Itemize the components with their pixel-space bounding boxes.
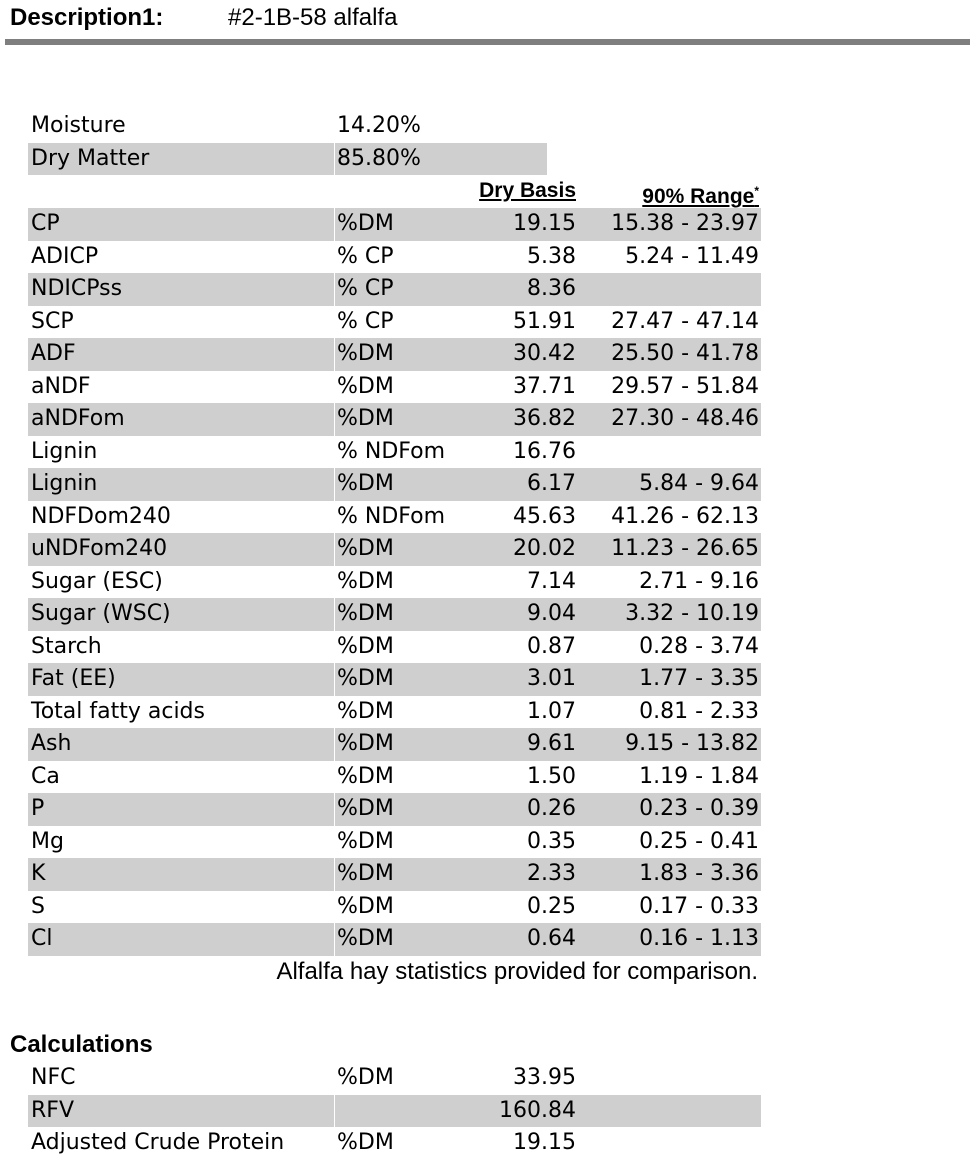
row-value: 7.14 [527,568,576,594]
row-range: 5.84 - 9.64 [639,471,759,496]
cell-divider [334,793,335,826]
row-unit: %DM [337,341,394,366]
table-row [28,1095,761,1128]
row-unit: % CP [337,276,394,301]
row-range: 5.24 - 11.49 [625,243,759,269]
row-range: 27.47 - 47.14 [611,308,759,334]
row-range: 25.50 - 41.78 [611,341,759,366]
row-name: S [31,893,45,919]
row-name: Cl [31,926,53,951]
row-name: uNDFom240 [31,536,168,561]
table-row [28,598,761,631]
row-range: 29.57 - 51.84 [611,373,759,399]
row-range: 15.38 - 23.97 [611,211,759,236]
row-name: NDFDom240 [31,503,171,529]
table-row [28,403,761,436]
cell-divider [334,143,335,176]
cell-divider [334,468,335,501]
row-range: 11.23 - 26.65 [611,536,759,561]
row-value: 9.61 [527,731,576,756]
row-value: 9.04 [527,601,576,626]
row-unit: %DM [337,893,394,919]
cell-divider [334,273,335,306]
table-row [28,793,761,826]
table-row [28,1062,761,1095]
row-name: ADF [31,341,76,366]
table-row [28,761,761,794]
row-name: Moisture [31,113,126,138]
row-name: K [31,861,46,886]
row-unit: %DM [337,763,394,789]
row-name: Sugar (ESC) [31,568,163,594]
row-value: 0.25 [527,893,576,919]
row-name: Lignin [31,438,98,464]
calculations-title: Calculations [10,1031,153,1058]
table-row [28,501,761,534]
row-unit: %DM [337,796,394,821]
cell-divider [334,403,335,436]
row-range: 1.19 - 1.84 [639,763,759,789]
row-unit: %DM [337,373,394,399]
table-row [28,533,761,566]
row-range: 3.32 - 10.19 [625,601,759,626]
cell-divider [334,1095,335,1128]
row-value: 85.80% [337,145,421,171]
row-range: 0.81 - 2.33 [639,698,759,724]
table-row [28,338,761,371]
row-value: 16.76 [513,438,576,464]
row-range: 0.23 - 0.39 [639,796,759,821]
table-row [28,728,761,761]
row-value: 1.07 [527,698,576,724]
row-value: 5.38 [527,243,576,269]
row-name: Mg [31,828,64,854]
row-name: Total fatty acids [31,698,205,724]
description-label: Description1: [10,4,164,31]
row-unit: %DM [337,666,394,691]
row-name: Ca [31,763,60,789]
row-value: 30.42 [513,341,576,366]
row-name: NFC [31,1065,76,1090]
row-range: 2.71 - 9.16 [639,568,759,594]
range-header: 90% Range* [642,184,759,208]
row-unit: %DM [337,536,394,561]
row-range: 0.25 - 0.41 [639,828,759,854]
row-value: 8.36 [527,276,576,301]
table-row [28,858,761,891]
row-unit: %DM [337,406,394,431]
row-name: Lignin [31,471,98,496]
row-shading [28,273,761,306]
table-row [28,306,761,339]
table-row [28,273,761,306]
row-unit: %DM [337,926,394,951]
row-range: 0.16 - 1.13 [639,926,759,951]
row-range: 27.30 - 48.46 [611,406,759,431]
row-name: Dry Matter [31,145,150,171]
row-range: 0.17 - 0.33 [639,893,759,919]
row-unit: %DM [337,861,394,886]
cell-divider [334,533,335,566]
row-name: Ash [31,731,72,756]
row-name: SCP [31,308,74,334]
row-unit: %DM [337,633,394,659]
table-row [28,923,761,956]
row-value: 19.15 [513,211,576,236]
table-row [28,696,761,729]
row-unit: %DM [337,1065,394,1090]
row-unit: %DM [337,731,394,756]
row-value: 2.33 [527,861,576,886]
row-name: Starch [31,633,102,659]
row-name: Adjusted Crude Protein [31,1130,285,1155]
table-row [28,468,761,501]
cell-divider [334,923,335,956]
row-value: 3.01 [527,666,576,691]
row-unit: %DM [337,828,394,854]
row-value: 20.02 [513,536,576,561]
comparison-note: Alfalfa hay statistics provided for comparison. [276,958,758,985]
description-value: #2-1B-58 alfalfa [228,4,398,31]
cell-divider [334,338,335,371]
row-range: 41.26 - 62.13 [611,503,759,529]
row-name: RFV [31,1097,74,1123]
table-row [28,371,761,404]
table-row [28,891,761,924]
row-unit: %DM [337,698,394,724]
row-unit: %DM [337,1130,394,1155]
table-row [28,241,761,274]
table-row [28,436,761,469]
row-value: 6.17 [527,471,576,496]
row-value: 37.71 [513,373,576,399]
row-value: 36.82 [513,406,576,431]
row-value: 19.15 [513,1130,576,1155]
moisture-table [28,110,761,208]
table-row [28,143,761,176]
cell-divider [334,728,335,761]
table-row [28,631,761,664]
cell-divider [334,858,335,891]
row-name: P [31,796,45,821]
row-name: NDICPss [31,276,123,301]
row-unit: % NDFom [337,438,446,464]
row-name: CP [31,211,60,236]
table-row [28,826,761,859]
analysis-table [28,208,761,956]
row-name: aNDFom [31,406,125,431]
row-range: 0.28 - 3.74 [639,633,759,659]
dry-basis-header: Dry Basis [479,179,576,202]
calculations-table [28,1062,761,1160]
row-value: 33.95 [513,1065,576,1090]
range-footnote-mark: * [754,184,759,198]
row-shading [28,1095,761,1128]
row-value: 0.64 [527,926,576,951]
row-range: 9.15 - 13.82 [625,731,759,756]
row-name: ADICP [31,243,99,269]
row-unit: % NDFom [337,503,446,529]
row-unit: % CP [337,243,394,269]
row-value: 160.84 [499,1097,576,1123]
table-row [28,663,761,696]
table-row [28,1127,761,1160]
column-header-row [28,175,761,208]
row-name: Sugar (WSC) [31,601,171,626]
cell-divider [334,598,335,631]
row-name: Fat (EE) [31,666,116,691]
cell-divider [334,208,335,241]
table-row [28,566,761,599]
row-value: 14.20% [337,113,421,138]
row-value: 0.87 [527,633,576,659]
table-row [28,110,761,143]
row-value: 51.91 [513,308,576,334]
row-value: 1.50 [527,763,576,789]
row-unit: %DM [337,211,394,236]
row-value: 0.35 [527,828,576,854]
table-row [28,208,761,241]
row-unit: %DM [337,601,394,626]
cell-divider [334,663,335,696]
header-divider [5,39,970,45]
row-name: aNDF [31,373,91,399]
row-unit: %DM [337,568,394,594]
row-value: 45.63 [513,503,576,529]
row-unit: %DM [337,471,394,496]
row-unit: % CP [337,308,394,334]
row-range: 1.77 - 3.35 [639,666,759,691]
row-value: 0.26 [527,796,576,821]
row-range: 1.83 - 3.36 [639,861,759,886]
